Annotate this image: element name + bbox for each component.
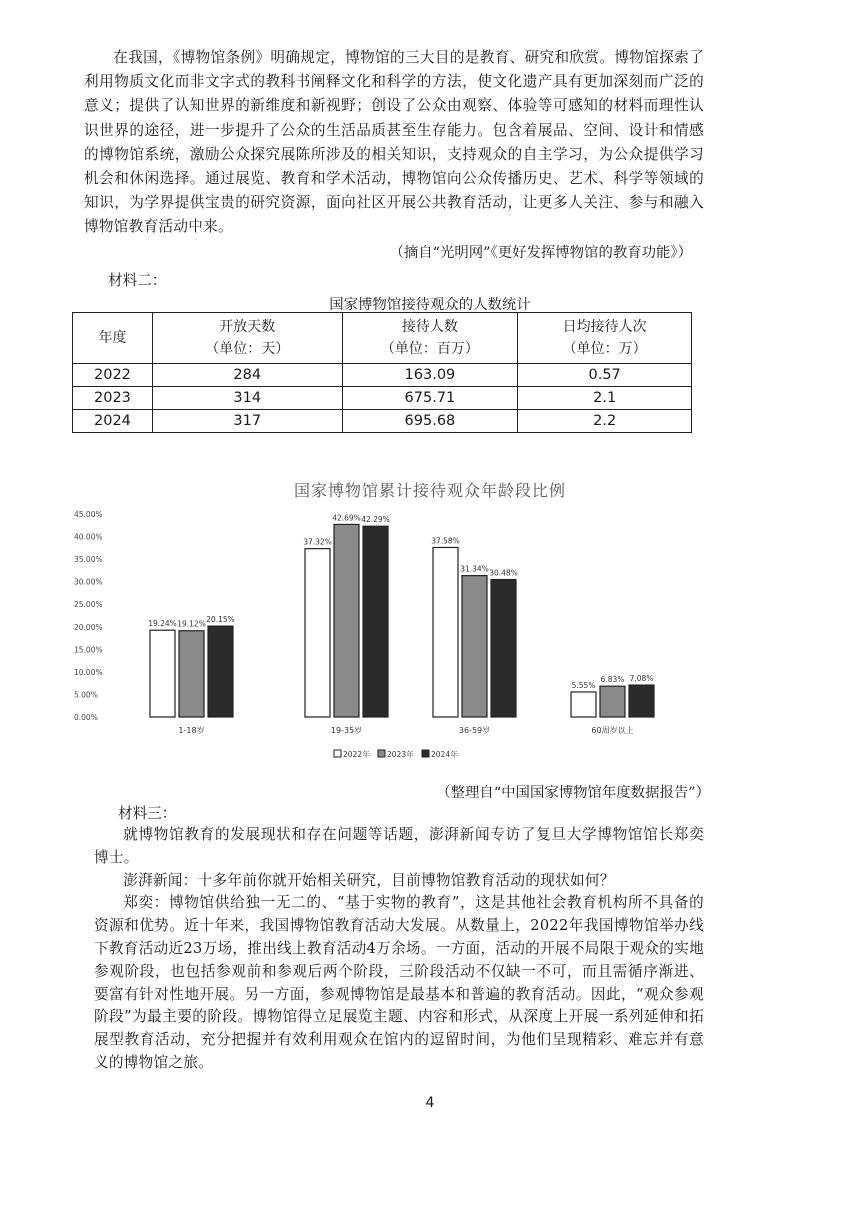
visitor-stats-table <box>72 312 692 433</box>
bar-value-label: 42.29% <box>361 515 390 525</box>
bar <box>600 686 625 717</box>
table-cell: 314 <box>152 387 342 410</box>
chart-title: 国家博物馆累计接待观众年龄段比例 <box>293 481 566 500</box>
table-cell: 0.57 <box>518 364 692 387</box>
header-open-days: 开放天数 （单位：天） <box>152 313 342 364</box>
table-title: 国家博物馆接待观众的人数统计 <box>329 297 531 313</box>
header-visitors: 接待人数 （单位：百万） <box>342 313 518 364</box>
bar <box>629 685 654 717</box>
header-daily-visitors: 日均接待人次 （单位：万） <box>518 313 692 364</box>
material3-paragraph: 郑奕：博物馆供给独一无二的、“基于实物的教育”，这是其他社会教育机构所不具备的资源和优势。近十年来，我国博物馆教育活动大发展。从数量上，2022年我国博物馆举办线下教育活动近23万场，推出线上教育活动4万余场。一方面，活动的开展不局限于观众的实地参观阶段，也包括参观前和参观后两个阶段，三阶段活动不仅缺一不可，而且需循序渐进、要富有针对性地开展。另一方面，参观博物馆是最基本和普遍的教育活动。因此，“观众参观阶段”为最主要的阶段。博物馆得立足展览主题、内容和形式，从深度上开展一系列延伸和拓展型教育活动，充分把握并有效利用观众在馆内的逗留时间，为他们呈现精彩、难忘并有意义的博物馆之旅。 <box>94 894 704 1071</box>
legend-swatch <box>378 750 385 757</box>
bar-value-label: 6.83% <box>600 675 625 685</box>
table-cell: 2023 <box>73 387 153 410</box>
y-tick-label: 45.00% <box>74 510 103 519</box>
bar-value-label: 30.48% <box>489 568 518 578</box>
y-tick-label: 30.00% <box>74 577 103 587</box>
page-number: 4 <box>425 1095 435 1111</box>
table-cell: 284 <box>152 364 342 387</box>
bar-value-label: 5.55% <box>571 680 596 690</box>
bar <box>462 576 487 717</box>
bar-value-label: 37.32% <box>303 537 332 547</box>
bar <box>571 692 596 717</box>
table-cell: 163.09 <box>342 364 518 387</box>
bar <box>305 549 330 717</box>
bar-value-label: 19.24% <box>148 619 177 629</box>
table-row <box>73 410 692 433</box>
y-tick-label: 10.00% <box>74 667 103 677</box>
x-tick-label: 36-59岁 <box>458 726 491 735</box>
bar <box>433 547 458 717</box>
x-tick-label: 1-18岁 <box>178 726 205 735</box>
legend-label: 2024年 <box>431 750 458 759</box>
table-row <box>73 364 692 387</box>
y-tick-label: 20.00% <box>74 622 103 632</box>
y-tick-label: 5.00% <box>74 690 98 700</box>
x-tick-label: 60周岁以上 <box>591 726 634 735</box>
bar <box>491 580 516 717</box>
table-cell: 2.1 <box>518 387 692 410</box>
bar-value-label: 31.34% <box>460 564 489 574</box>
material3-paragraph: 澎湃新闻：十多年前你就开始相关研究，目前博物馆教育活动的现状如何？ <box>123 871 615 889</box>
table-row <box>73 387 692 410</box>
header-year: 年度 <box>73 313 153 364</box>
bar <box>150 630 175 717</box>
y-tick-label: 0.00% <box>74 713 98 722</box>
material1-source: （摘自“光明网”《更好发挥博物馆的教育功能》） <box>389 245 692 261</box>
bar <box>334 524 359 717</box>
bar <box>208 626 233 717</box>
material2-source: （整理自“中国国家博物馆年度数据报告”） <box>436 785 710 801</box>
bar-value-label: 42.69% <box>332 513 361 523</box>
x-tick-label: 19-35岁 <box>330 726 363 735</box>
age-distribution-chart <box>72 500 712 764</box>
bar-value-label: 19.12% <box>177 619 206 629</box>
legend-label: 2023年 <box>387 750 414 759</box>
table-header-row <box>73 313 692 364</box>
table-cell: 2022 <box>73 364 153 387</box>
bar-value-label: 20.15% <box>206 615 235 625</box>
table-cell: 2.2 <box>518 410 692 433</box>
table-cell: 675.71 <box>342 387 518 410</box>
legend-swatch <box>334 750 341 757</box>
material3-body <box>94 824 704 1075</box>
y-tick-label: 40.00% <box>74 532 103 542</box>
y-tick-label: 25.00% <box>74 600 103 610</box>
y-tick-label: 15.00% <box>74 645 103 655</box>
bar-value-label: 37.58% <box>431 536 460 546</box>
material1-paragraph: 在我国，《博物馆条例》明确规定，博物馆的三大目的是教育、研究和欣赏。博物馆探索了利用物质文化而非文字式的教科书阐释文化和科学的方法，使文化遗产具有更加深刻而广泛的意义；提供了认知世界的新维度和新视野；创设了公众由观察、体验等可感知的材料而理性认识世界的途径，进一步提升了公众的生活品质甚至生存能力。包含着展品、空间、设计和情感的博物馆系统，激励公众探究展陈所涉及的相关知识，支持观众的自主学习，为公众提供学习机会和休闲选择。通过展览、教育和学术活动，博物馆向公众传播历史、艺术、科学等领域的知识，为学界提供宝贵的研究资源，面向社区开展公共教育活动，让更多人关注、参与和融入博物馆教育活动中来。 <box>84 49 704 236</box>
material2-label: 材料二： <box>108 272 167 289</box>
table-cell: 695.68 <box>342 410 518 433</box>
table-cell: 2024 <box>73 410 153 433</box>
legend-swatch <box>422 750 429 757</box>
bar-value-label: 7.08% <box>629 674 654 684</box>
legend-label: 2022年 <box>343 750 370 759</box>
material3-label: 材料三： <box>118 805 177 822</box>
y-tick-label: 35.00% <box>74 555 103 565</box>
bar <box>363 526 388 717</box>
material3-paragraph: 就博物馆教育的发展现状和存在问题等话题，澎湃新闻专访了复旦大学博物馆馆长郑奕博士。 <box>94 826 704 866</box>
bar <box>179 631 204 717</box>
table-cell: 317 <box>152 410 342 433</box>
